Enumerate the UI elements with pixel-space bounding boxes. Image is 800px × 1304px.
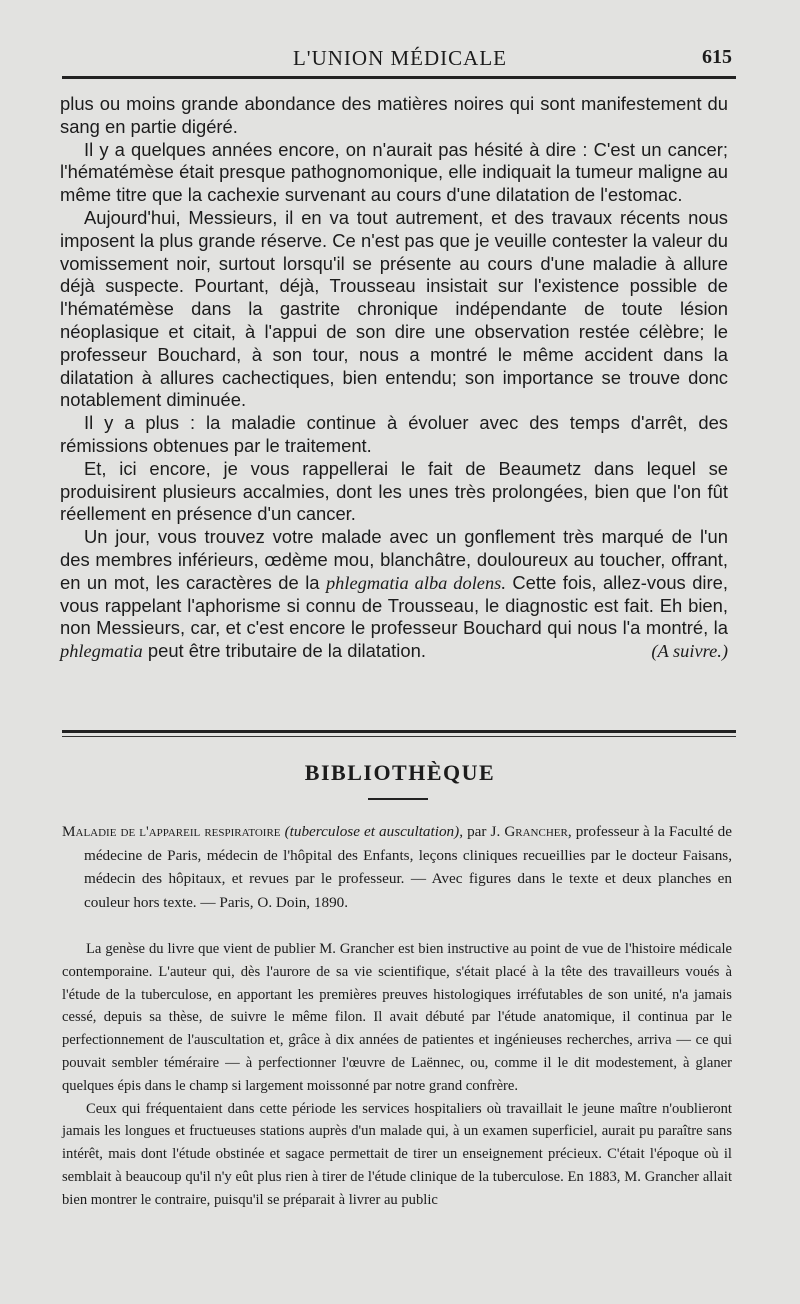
section-divider-thick xyxy=(62,730,736,733)
italic-term: phlegmatia xyxy=(60,641,143,662)
running-head xyxy=(60,44,740,74)
paragraph: plus ou moins grande abondance des matières noires qui sont manifestement du sang en partie digéré. xyxy=(60,93,728,137)
paragraph xyxy=(60,526,728,663)
paragraph: Et, ici encore, je vous rappellerai le fait de Beaumetz dans lequel se produisirent plusieurs accalmies, dont les unes très prolongées, bien que l'on fût réellement en présence d'un cancer. xyxy=(60,457,728,525)
book-title: Maladie de l'appareil respiratoire xyxy=(62,823,281,840)
author-name: Grancher xyxy=(504,823,568,840)
paragraph: La genèse du livre que vient de publier M. Grancher est bien instructive au point de vue de l'histoire médicale contemporaine. L'auteur qui, dès l'aurore de sa vie scientifique, s'était placé à la tête des travailleurs voués à l'étude de la tuberculose, en apportant les premières preuves histologiques irréfutables de son unité, n'a jamais cessé, depuis sa thèse, de suivre le même filon. Il avait débuté par l'étude anatomique, il continua par le perfectionnement de l'auscultation et, grâce à dix années de patientes et ingénieuses recherches, arriva — ce qui pouvait sembler téméraire — à perfectionner l'œuvre de Laënnec, ou, comme il le dit modestement, à glaner quelques épis dans le champ si largement moissonné par notre grand confrère. xyxy=(62,941,732,1094)
review-body xyxy=(62,938,732,1212)
section-title-underline xyxy=(368,798,428,800)
text-run: Cette fois, allez-vous dire, vous rappelant l'aphorisme si connu de Trousseau, le diagnostic est fait. Eh bien, non Messieurs, car, et c'est encore le professeur Bouchard qui nous l'a montré, la xyxy=(60,571,728,639)
paragraph: Il y a plus : la maladie continue à évoluer avec des temps d'arrêt, des rémissions obtenues par le traitement. xyxy=(60,412,728,456)
paragraph: Aujourd'hui, Messieurs, il en va tout autrement, et des travaux récents nous imposent la plus grande réserve. Ce n'est pas que je veuille contester la valeur du vomissement noir, surtout lorsqu'il se présente au cours d'une maladie à allure déjà suspecte. Pourtant, déjà, Trousseau insistait sur l'existence possible de l'hématémèse dans la gastrite chronique indépendante de toute lésion néoplasique et citait, à l'appui de son dire une observation restée célèbre; le professeur Bouchard, à son tour, nous a montré le même accident dans la dilatation à allures cachectiques, bien entendu; son importance se trouve donc notablement diminuée. xyxy=(60,206,728,411)
text-run: peut être tributaire de la dilatation. xyxy=(142,640,426,662)
paragraph: Ceux qui fréquentaient dans cette période les services hospitaliers où travaillait le jeune maître n'oublieront jamais les longues et fructueuses stations auprès d'un malade qui, à un examen superficiel, aurait pu paraître sans intérêt, mais dont l'étude obstinée et sagace permettait de tirer un enseignement précieux. C'était l'époque où il semblait à beaucoup qu'il n'y eût plus rien à tirer de l'étude clinique de la tuberculose. En 1883, M. Grancher allait bien montrer le contraire, puisqu'il se préparait à livrer au public xyxy=(62,1100,732,1208)
header-rule xyxy=(62,76,736,79)
text-run: Un jour, vous trouvez votre malade avec un gonflement très marqué de l'un des membres inférieurs, œdème mou, blanchâtre, douloureux au toucher, offrant, en un mot, les caractères de la xyxy=(60,526,728,593)
text-run: par xyxy=(463,823,491,840)
to-be-continued-note: (A suivre.) xyxy=(651,641,728,662)
bibliography-entry xyxy=(62,820,732,914)
section-divider-thin xyxy=(62,736,736,737)
section-title: BIBLIOTHÈQUE xyxy=(304,760,496,785)
book-subtitle: (tuberculose et auscultation), xyxy=(284,823,463,840)
italic-term: phlegmatia alba dolens. xyxy=(325,572,506,593)
text-run: , professeur à la Faculté de médecine de Paris, médecin de l'hôpital des Enfants, leçons cliniques recueillies par le docteur Faisans, médecin des hôpitaux, et revues par le professeur. — Avec figures dans le texte et deux planches en couleur hors texte. — Paris, O. Doin, 1890. xyxy=(84,823,732,911)
article-body xyxy=(60,93,728,663)
author-initial: J. xyxy=(490,823,505,840)
running-title: L'UNION MÉDICALE xyxy=(292,46,507,70)
paragraph: Il y a quelques années encore, on n'aurait pas hésité à dire : C'est un cancer; l'hématémèse était presque pathognomonique, elle indiquait la tumeur maligne au même titre que la cachexie survenant au cours d'une dilatation de l'estomac. xyxy=(60,138,728,206)
page-number: 615 xyxy=(702,46,732,68)
